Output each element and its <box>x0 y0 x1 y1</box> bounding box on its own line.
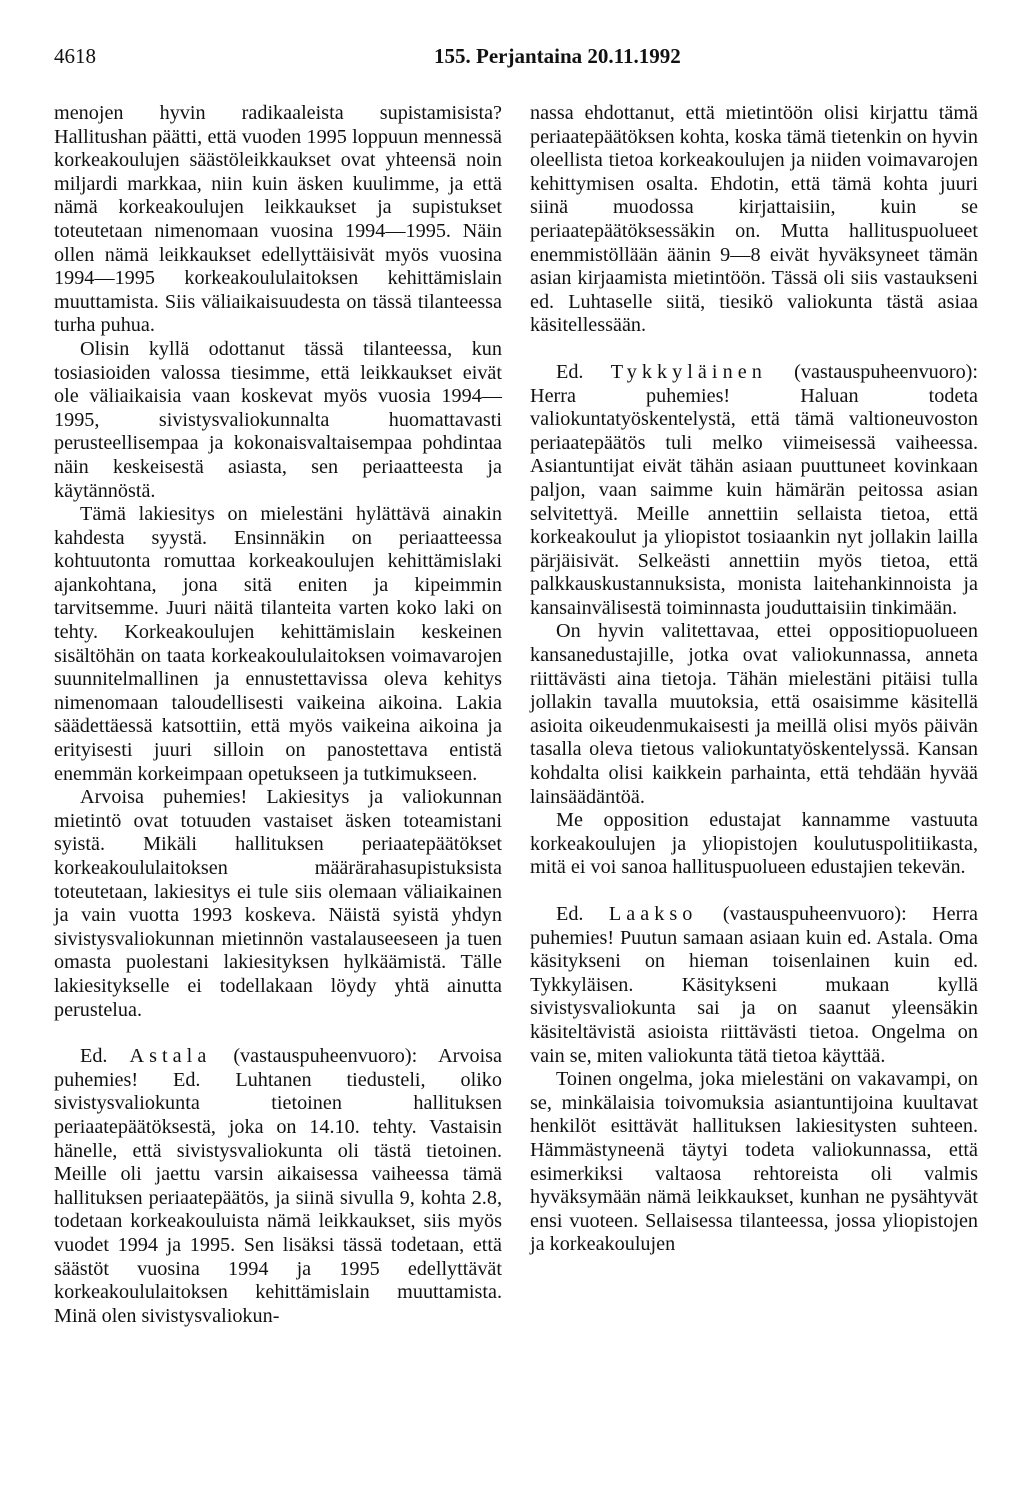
speaker-prefix: Ed. <box>80 1045 108 1068</box>
paragraph: Olisin kyllä odottanut tässä tilanteessa, kun tosiasioiden valossa tiesimme, että leikkaukset eivät ole väliaikaisia vaan koskevat myös vuosia 1994—1995, sivistysvaliokunnalta huomattavasti perusteellisempaa ja kokonaisvaltaisempaa pohdintaa näin keskeisestä asiasta, sen periaatteesta ja käytännöstä. <box>54 337 502 502</box>
paragraph: Me opposition edustajat kannamme vastuuta korkeakoulujen ja yliopistojen koulutuspolitiikasta, mitä ei voi sanoa hallituspuolueen edustajien tekevän. <box>530 809 978 879</box>
speaker-paragraph <box>530 903 978 1068</box>
speaker-paragraph <box>530 361 978 621</box>
session-date: 155. Perjantaina 20.11.1992 <box>434 44 681 68</box>
right-column <box>530 102 978 1257</box>
speaker-name: Laakso <box>608 903 698 925</box>
paragraph: Arvoisa puhemies! Lakiesitys ja valiokunnan mietintö ovat totuuden vastaiset äsken toteamistani syistä. Mikäli hallituksen periaatepäätökset korkeakoululaitoksen määrärahasupistuksista toteutetaan, lakiesitys ei tule siis olemaan väliaikainen ja vain vuotta 1993 koskeva. Näistä syistä yhdyn sivistysvaliokunnan mietinnön vastalauseeseen ja tuen omasta puolestani lakiesityksen hylkäämistä. Tälle lakiesitykselle ei todellakaan löydy yhtä ainutta perustelua. <box>54 786 502 1021</box>
paragraph: nassa ehdottanut, että mietintöön olisi kirjattu tämä periaatepäätöksen kohta, koska tämä tietenkin on hyvin oleellista tietoa korkeakoulujen ja niiden voimavarojen kehittymisen osalta. Ehdotin, että tämä kohta juuri siinä muodossa kirjattaisiin, kuin se periaatepäätöksessäkin on. Mutta hallituspuolueet enemmistöllään äänin 9—8 eivät hyväksyneet tämän asian kirjaamista mietintöön. Tässä oli siis vastaukseni ed. Luhtaselle siitä, tiesikö valiokunta tästä asiaa käsitellessään. <box>530 102 978 337</box>
speaker-prefix: Ed. <box>556 903 584 925</box>
page-header <box>54 44 970 74</box>
left-column <box>54 102 502 1328</box>
speech-text: (vastauspuheenvuoro): Herra puhemies! Puutun samaan asiaan kuin ed. Astala. Oma käsitykseni on hieman toisenlainen kuin ed. Tykkyläisen. Käsitykseni mukaan kyllä sivistysvaliokunta sai ja on saanut yleensäkin käsiteltävistä asioista riittävästi tietoa. Ongelma on vain se, miten valiokunta tätä tietoa käyttää. <box>530 903 978 1067</box>
speaker-name: Tykkyläinen <box>610 360 767 383</box>
speech-text: (vastauspuheenvuoro): Herra puhemies! Haluan todeta valiokuntatyöskentelystä, että tämä valtioneuvoston periaatepäätös tuli melko viimeisessä vaiheessa. Asiantuntijat eivät tähän asiaan puuttuneet kovinkaan paljon, vaan saimme kuin hämärän peitossa asian selvitettyä. Meille annettiin sellaista tietoa, että korkeakoulut ja yliopistot tosiaankin nyt jollakin lailla pärjäisivät. Selkeästi annettiin myös tietoa, että palkkauskustannuksista, monista laitehankinnoista ja kansainvälisestä toiminnasta jouduttaisiin tinkimään. <box>530 360 979 619</box>
paragraph: Tämä lakiesitys on mielestäni hylättävä ainakin kahdesta syystä. Ensinnäkin on periaatteessa kohtuutonta romuttaa korkeakoulujen kehittämislaki ajankohtana, jona sitä eniten ja kipeimmin tarvitsemme. Juuri näitä tilanteita varten koko laki on tehty. Korkeakoulujen kehittämislain keskeinen sisältöhän on taata korkeakoululaitoksen voimavarojen suunnitelmallinen ja ennustettavissa oleva kehitys nimenomaan taloudellisesti vaikeina aikoina. Lakia säädettäessä katsottiin, että myös vaikeina aikoina ja erityisesti juuri silloin on panostettava entistä enemmän korkeimpaan opetukseen ja tutkimukseen. <box>54 503 502 785</box>
paragraph: On hyvin valitettavaa, ettei oppositiopuolueen kansanedustajille, jotka ovat valiokunnassa, anneta riittävästi aina tietoja. Tähän mielestäni pitäisi tulla jollakin tavalla muutoksia, että osaisimme käsitellä asioita oikeudenmukaisesti ja meillä olisi myös päivän tasalla oleva tietous valiokuntatyöskentelyssä. Kansan kohdalta olisi kaikkein parhainta, että tehdään hyvää lainsäädäntöä. <box>530 620 978 808</box>
speaker-prefix: Ed. <box>556 360 584 383</box>
speaker-paragraph <box>54 1045 502 1328</box>
paragraph: menojen hyvin radikaaleista supistamisista? Hallitushan päätti, että vuoden 1995 loppuun mennessä korkeakoulujen säästöleikkaukset ovat yhteensä noin miljardi markkaa, niin kuin äsken kuulimme, ja että nämä korkeakoulujen leikkaukset ja supistukset toteutetaan nimenomaan vuosina 1994—1995. Näin ollen nämä leikkaukset edellyttäisivät myös vuosina 1994—1995 korkeakoululaitoksen kehittämislain muuttamista. Siis väliaikaisuudesta on tässä tilanteessa turha puhua. <box>54 102 502 337</box>
speaker-name: Astala <box>129 1045 212 1068</box>
paragraph: Toinen ongelma, joka mielestäni on vakavampi, on se, minkälaisia toivomuksia asiantuntijoina kuultavat henkilöt esittävät hallituksen lakiesitysten suhteen. Hämmästyneenä täytyi todeta valiokunnassa, että esimerkiksi valtaosa rehtoreista oli valmis hyväksymään nämä leikkaukset, kunhan ne pysähtyvät ensi vuoteen. Sellaisessa tilanteessa, jossa yliopistojen ja korkeakoulujen <box>530 1068 978 1256</box>
speech-text: (vastauspuheenvuoro): Arvoisa puhemies! Ed. Luhtanen tiedusteli, oliko sivistysvaliokunta tietoinen hallituksen periaatepäätöksestä, joka on 14.10. tehty. Vastaisin hänelle, että sivistysvaliokunta oli tästä tietoinen. Meille oli jaettu varsin aikaisessa vaiheessa tämä hallituksen periaatepäätös, ja siinä sivulla 9, kohta 2.8, todetaan korkeakouluista nämä leikkaukset, siis myös vuodet 1994 ja 1995. Sen lisäksi tässä todetaan, että säästöt vuosina 1994 ja 1995 edellyttävät korkeakoululaitoksen kehittämislain muuttamista. Minä olen sivistysvaliokun- <box>54 1045 502 1327</box>
page-number: 4618 <box>54 44 96 68</box>
